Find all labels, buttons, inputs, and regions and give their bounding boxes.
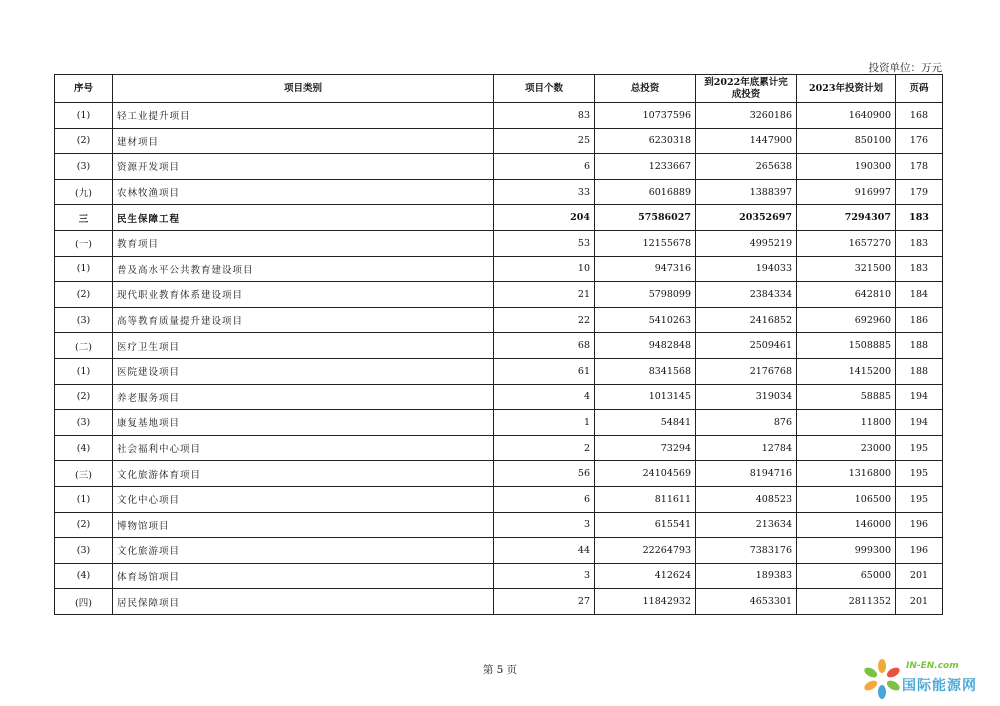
cell-category: 建材项目 <box>113 128 494 154</box>
cell-count: 53 <box>494 230 595 256</box>
cell-completed: 1388397 <box>696 179 797 205</box>
cell-completed: 2176768 <box>696 358 797 384</box>
watermark-logo <box>862 655 998 703</box>
cell-total: 947316 <box>595 256 696 282</box>
cell-completed: 12784 <box>696 435 797 461</box>
cell-total: 1013145 <box>595 384 696 410</box>
cell-no: (二) <box>55 333 113 359</box>
table-row <box>55 154 943 180</box>
cell-plan2023: 11800 <box>797 410 896 436</box>
cell-category: 居民保障项目 <box>113 589 494 615</box>
cell-plan2023: 850100 <box>797 128 896 154</box>
table-row <box>55 205 943 231</box>
cell-no: (1) <box>55 486 113 512</box>
table-row <box>55 384 943 410</box>
cell-no: (3) <box>55 307 113 333</box>
cell-total: 9482848 <box>595 333 696 359</box>
cell-plan2023: 321500 <box>797 256 896 282</box>
cell-count: 10 <box>494 256 595 282</box>
cell-plan2023: 1316800 <box>797 461 896 487</box>
cell-category: 资源开发项目 <box>113 154 494 180</box>
header-page: 页码 <box>896 75 943 103</box>
cell-count: 68 <box>494 333 595 359</box>
cell-plan2023: 2811352 <box>797 589 896 615</box>
investment-table <box>54 74 943 615</box>
cell-total: 1233667 <box>595 154 696 180</box>
table-row <box>55 538 943 564</box>
cell-total: 6230318 <box>595 128 696 154</box>
table-row <box>55 230 943 256</box>
cell-completed: 408523 <box>696 486 797 512</box>
cell-completed: 8194716 <box>696 461 797 487</box>
cell-page: 195 <box>896 461 943 487</box>
cell-page: 176 <box>896 128 943 154</box>
cell-no: (四) <box>55 589 113 615</box>
cell-plan2023: 999300 <box>797 538 896 564</box>
page-number: 第 5 页 <box>482 664 518 676</box>
table-row <box>55 589 943 615</box>
cell-no: (1) <box>55 358 113 384</box>
cell-page: 184 <box>896 282 943 308</box>
cell-count: 204 <box>494 205 595 231</box>
cell-category: 博物馆项目 <box>113 512 494 538</box>
cell-count: 21 <box>494 282 595 308</box>
cell-completed: 189383 <box>696 563 797 589</box>
sunflower-logo-icon <box>862 657 902 701</box>
cell-completed: 20352697 <box>696 205 797 231</box>
table-row <box>55 563 943 589</box>
table-row <box>55 103 943 129</box>
cell-no: (4) <box>55 435 113 461</box>
cell-plan2023: 190300 <box>797 154 896 180</box>
cell-count: 22 <box>494 307 595 333</box>
cell-page: 196 <box>896 538 943 564</box>
cell-total: 5798099 <box>595 282 696 308</box>
cell-category: 医院建设项目 <box>113 358 494 384</box>
cell-category: 文化旅游项目 <box>113 538 494 564</box>
cell-no: (三) <box>55 461 113 487</box>
cell-total: 12155678 <box>595 230 696 256</box>
cell-count: 6 <box>494 486 595 512</box>
cell-page: 194 <box>896 410 943 436</box>
cell-total: 5410263 <box>595 307 696 333</box>
cell-total: 8341568 <box>595 358 696 384</box>
cell-category: 文化中心项目 <box>113 486 494 512</box>
cell-page: 188 <box>896 358 943 384</box>
cell-count: 3 <box>494 512 595 538</box>
cell-count: 25 <box>494 128 595 154</box>
cell-plan2023: 106500 <box>797 486 896 512</box>
cell-plan2023: 146000 <box>797 512 896 538</box>
cell-no: (2) <box>55 384 113 410</box>
cell-completed: 194033 <box>696 256 797 282</box>
cell-no: (1) <box>55 103 113 129</box>
cell-total: 73294 <box>595 435 696 461</box>
cell-page: 183 <box>896 256 943 282</box>
header-completed: 到2022年底累计完成投资 <box>696 75 797 103</box>
cell-completed: 4995219 <box>696 230 797 256</box>
header-total: 总投资 <box>595 75 696 103</box>
cell-plan2023: 1640900 <box>797 103 896 129</box>
table-row <box>55 333 943 359</box>
cell-plan2023: 1415200 <box>797 358 896 384</box>
cell-category: 现代职业教育体系建设项目 <box>113 282 494 308</box>
cell-no: (4) <box>55 563 113 589</box>
cell-completed: 213634 <box>696 512 797 538</box>
cell-completed: 319034 <box>696 384 797 410</box>
cell-total: 10737596 <box>595 103 696 129</box>
unit-label: 投资单位：万元 <box>868 62 942 74</box>
cell-no: 三 <box>55 205 113 231</box>
table-row <box>55 128 943 154</box>
cell-completed: 2384334 <box>696 282 797 308</box>
cell-plan2023: 58885 <box>797 384 896 410</box>
cell-count: 56 <box>494 461 595 487</box>
cell-category: 文化旅游体育项目 <box>113 461 494 487</box>
cell-total: 54841 <box>595 410 696 436</box>
cell-count: 4 <box>494 384 595 410</box>
cell-count: 61 <box>494 358 595 384</box>
cell-category: 养老服务项目 <box>113 384 494 410</box>
cell-plan2023: 642810 <box>797 282 896 308</box>
cell-category: 高等教育质量提升建设项目 <box>113 307 494 333</box>
cell-completed: 4653301 <box>696 589 797 615</box>
header-plan2023: 2023年投资计划 <box>797 75 896 103</box>
cell-plan2023: 65000 <box>797 563 896 589</box>
cell-total: 811611 <box>595 486 696 512</box>
cell-completed: 1447900 <box>696 128 797 154</box>
cell-completed: 2416852 <box>696 307 797 333</box>
table-row <box>55 486 943 512</box>
cell-page: 201 <box>896 589 943 615</box>
cell-completed: 7383176 <box>696 538 797 564</box>
table-row <box>55 282 943 308</box>
cell-category: 农林牧渔项目 <box>113 179 494 205</box>
cell-total: 57586027 <box>595 205 696 231</box>
cell-no: (3) <box>55 538 113 564</box>
cell-completed: 2509461 <box>696 333 797 359</box>
cell-no: (3) <box>55 410 113 436</box>
cell-category: 普及高水平公共教育建设项目 <box>113 256 494 282</box>
cell-page: 195 <box>896 486 943 512</box>
cell-no: (九) <box>55 179 113 205</box>
cell-plan2023: 1508885 <box>797 333 896 359</box>
cell-plan2023: 916997 <box>797 179 896 205</box>
cell-page: 183 <box>896 205 943 231</box>
table-row <box>55 410 943 436</box>
cell-category: 轻工业提升项目 <box>113 103 494 129</box>
table-row <box>55 461 943 487</box>
cell-total: 11842932 <box>595 589 696 615</box>
cell-completed: 3260186 <box>696 103 797 129</box>
cell-page: 195 <box>896 435 943 461</box>
cell-page: 183 <box>896 230 943 256</box>
cell-total: 24104569 <box>595 461 696 487</box>
table-row <box>55 358 943 384</box>
cell-category: 医疗卫生项目 <box>113 333 494 359</box>
cell-page: 196 <box>896 512 943 538</box>
table-row <box>55 512 943 538</box>
cell-count: 44 <box>494 538 595 564</box>
table-body <box>55 103 943 615</box>
cell-page: 188 <box>896 333 943 359</box>
cell-total: 615541 <box>595 512 696 538</box>
cell-no: (1) <box>55 256 113 282</box>
cell-page: 194 <box>896 384 943 410</box>
cell-no: (2) <box>55 512 113 538</box>
cell-no: (3) <box>55 154 113 180</box>
cell-count: 3 <box>494 563 595 589</box>
cell-page: 179 <box>896 179 943 205</box>
cell-total: 6016889 <box>595 179 696 205</box>
cell-plan2023: 7294307 <box>797 205 896 231</box>
cell-page: 186 <box>896 307 943 333</box>
watermark-name: 国际能源网 <box>902 678 977 694</box>
watermark-url: IN-EN.com <box>906 661 959 671</box>
cell-count: 27 <box>494 589 595 615</box>
cell-category: 民生保障工程 <box>113 205 494 231</box>
cell-page: 178 <box>896 154 943 180</box>
header-category: 项目类别 <box>113 75 494 103</box>
header-count: 项目个数 <box>494 75 595 103</box>
table-row <box>55 179 943 205</box>
cell-count: 33 <box>494 179 595 205</box>
cell-no: (2) <box>55 282 113 308</box>
cell-count: 83 <box>494 103 595 129</box>
cell-page: 201 <box>896 563 943 589</box>
cell-plan2023: 23000 <box>797 435 896 461</box>
cell-count: 6 <box>494 154 595 180</box>
cell-category: 社会福利中心项目 <box>113 435 494 461</box>
cell-plan2023: 692960 <box>797 307 896 333</box>
cell-completed: 876 <box>696 410 797 436</box>
table-header-row <box>55 75 943 103</box>
cell-category: 康复基地项目 <box>113 410 494 436</box>
cell-page: 168 <box>896 103 943 129</box>
cell-category: 体育场馆项目 <box>113 563 494 589</box>
header-no: 序号 <box>55 75 113 103</box>
cell-completed: 265638 <box>696 154 797 180</box>
cell-category: 教育项目 <box>113 230 494 256</box>
table-row <box>55 435 943 461</box>
cell-count: 1 <box>494 410 595 436</box>
cell-count: 2 <box>494 435 595 461</box>
cell-no: (2) <box>55 128 113 154</box>
cell-total: 412624 <box>595 563 696 589</box>
table-row <box>55 307 943 333</box>
cell-plan2023: 1657270 <box>797 230 896 256</box>
cell-no: (一) <box>55 230 113 256</box>
table-row <box>55 256 943 282</box>
cell-total: 22264793 <box>595 538 696 564</box>
